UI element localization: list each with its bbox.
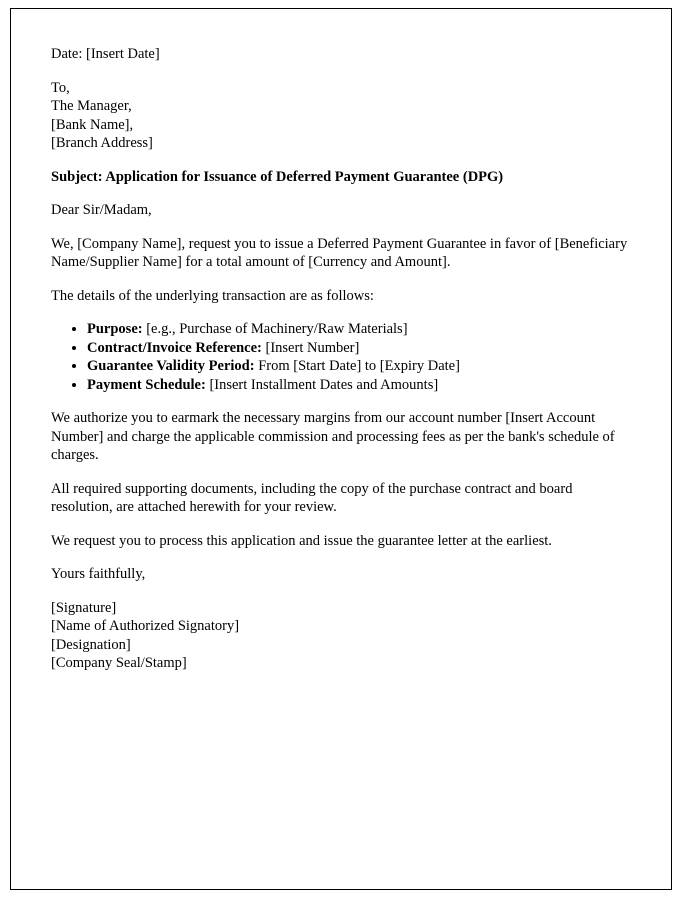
paragraph-details-lead: The details of the underlying transaction are as follows:	[51, 287, 374, 304]
paragraph-intro: We, [Company Name], request you to issue a Deferred Payment Guarantee in favor of [Beneficiary Name/Supplier Name] for a total amount of [Currency and Amount].	[51, 235, 628, 270]
letter-page	[10, 8, 672, 890]
list-item-validity-period	[87, 357, 631, 376]
list-item-purpose	[87, 320, 631, 339]
date-line: Date: [Insert Date]	[51, 46, 160, 62]
bullet-label-purpose: Purpose:	[87, 321, 143, 337]
signatory-name-line: [Name of Authorized Signatory]	[51, 618, 240, 634]
closing-line: Yours faithfully,	[51, 566, 146, 582]
recipient-line-manager: The Manager,	[51, 98, 132, 114]
bullet-text-validity-period: From [Start Date] to [Expiry Date]	[254, 358, 460, 374]
signature-block	[51, 599, 631, 673]
bullet-label-payment-schedule: Payment Schedule:	[87, 376, 206, 393]
bullet-label-contract-reference: Contract/Invoice Reference:	[87, 339, 262, 356]
salutation: Dear Sir/Madam,	[51, 202, 152, 218]
bullet-label-validity-period: Guarantee Validity Period:	[87, 358, 255, 374]
designation-line: [Designation]	[51, 636, 131, 653]
bullet-text-purpose: [e.g., Purchase of Machinery/Raw Materials]	[142, 321, 408, 337]
transaction-details-list	[51, 320, 631, 394]
recipient-line-to: To,	[51, 79, 70, 96]
bullet-text-contract-reference: [Insert Number]	[261, 339, 360, 356]
subject-line: Subject: Application for Issuance of Deferred Payment Guarantee (DPG)	[51, 168, 504, 185]
signature-line: [Signature]	[51, 599, 117, 616]
paragraph-documents: All required supporting documents, including the copy of the purchase contract and board resolution, are attached herewith for your review.	[51, 480, 573, 515]
recipient-block	[51, 79, 631, 153]
paragraph-request: We request you to process this application and issue the guarantee letter at the earliest.	[51, 532, 552, 549]
recipient-line-branch-address: [Branch Address]	[51, 135, 153, 151]
recipient-line-bank-name: [Bank Name],	[51, 116, 134, 133]
paragraph-authorize: We authorize you to earmark the necessary margins from our account number [Insert Account Number] and charge the applicable commission and processing fees as per the bank's schedule of charges.	[51, 410, 615, 463]
list-item-payment-schedule	[87, 376, 631, 395]
company-seal-line: [Company Seal/Stamp]	[51, 655, 187, 671]
bullet-text-payment-schedule: [Insert Installment Dates and Amounts]	[205, 376, 439, 393]
list-item-contract-reference	[87, 339, 631, 358]
